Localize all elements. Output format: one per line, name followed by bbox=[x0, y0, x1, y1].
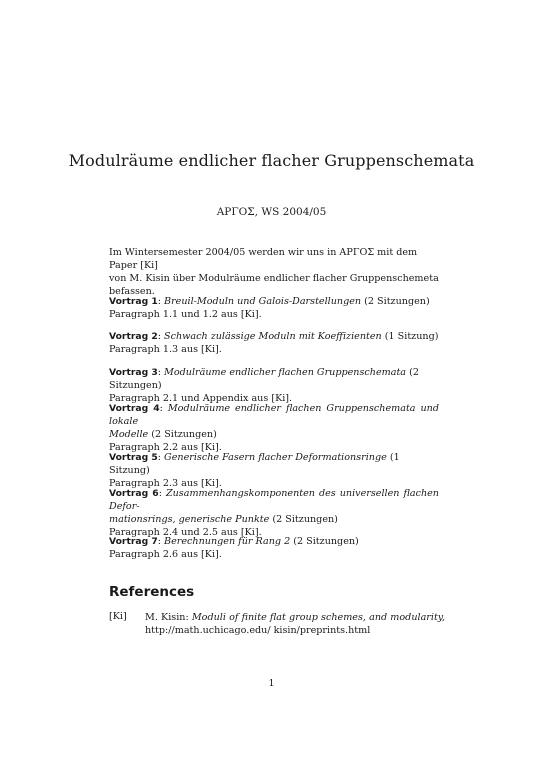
talk-title: Modulräume endlicher flachen Gruppenschemata und lokale bbox=[109, 403, 439, 427]
references-heading: References bbox=[109, 584, 195, 600]
reference-key: [Ki] bbox=[109, 611, 127, 622]
talk-label: Vortrag 4 bbox=[109, 403, 160, 414]
talk-title: Generische Fasern flacher Deformationsringe bbox=[164, 452, 387, 463]
talk-paragraph: Paragraph 2.3 aus [Ki]. bbox=[109, 478, 222, 489]
talk-item: Vortrag 7: Berechnungen für Rang 2 (2 Sitzungen) Paragraph 2.6 aus [Ki]. bbox=[109, 535, 439, 561]
talk-sessions: (1 Sitzung) bbox=[109, 452, 400, 476]
talk-item: Vortrag 5: Generische Fasern flacher Deformationsringe (1 Sitzung) Paragraph 2.3 aus [Ki]. bbox=[109, 451, 439, 490]
talk-item: Vortrag 4: Modulräume endlicher flachen Gruppenschemata und lokale Modelle (2 Sitzungen) Paragraph 2.2 aus [Ki]. bbox=[109, 403, 439, 453]
talk-item: Vortrag 2: Schwach zulässige Moduln mit Koeffizienten (1 Sitzung) Paragraph 1.3 aus [Ki]. bbox=[109, 331, 439, 355]
intro-line: von M. Kisin über Modulräume endlicher flacher Gruppenschemeta befassen. bbox=[109, 273, 439, 297]
page-number: 1 bbox=[268, 678, 275, 689]
intro-line: Im Wintersemester 2004/05 werden wir uns in ΑΡΓΟΣ mit dem Paper [Ki] bbox=[109, 247, 418, 271]
page-subtitle: ΑΡΓΟΣ, WS 2004/05 bbox=[216, 206, 327, 218]
reference-entry bbox=[145, 611, 445, 637]
talk-label: Vortrag 5 bbox=[109, 452, 158, 463]
talk-item: Vortrag 1: Breuil-Moduln und Galois-Darstellungen (2 Sitzungen) Paragraph 1.1 und 1.2 aus [Ki]. bbox=[109, 295, 439, 321]
talk-sessions: (2 Sitzungen) bbox=[151, 429, 217, 440]
talk-paragraph: Paragraph 2.6 aus [Ki]. bbox=[109, 549, 222, 560]
talk-title-continued: Modelle bbox=[109, 429, 149, 440]
talk-sessions: (2 Sitzungen) bbox=[272, 514, 338, 525]
talk-label: Vortrag 6 bbox=[109, 488, 159, 499]
talk-label: Vortrag 2 bbox=[109, 331, 158, 342]
reference-title: Moduli of finite flat group schemes, and modularity, bbox=[191, 612, 445, 623]
talk-title: Berechnungen für Rang 2 bbox=[164, 536, 291, 547]
talk-sessions: (2 Sitzungen) bbox=[109, 367, 419, 391]
talk-item: Vortrag 3: Modulräume endlicher flachen Gruppenschemata (2 Sitzungen) Paragraph 2.1 und Appendix aus [Ki]. bbox=[109, 366, 439, 405]
talk-sessions: (2 Sitzungen) bbox=[364, 296, 430, 307]
reference-author: M. Kisin: bbox=[145, 612, 189, 623]
talk-title: Modulräume endlicher flachen Gruppenschemata bbox=[164, 367, 407, 378]
talk-item: Vortrag 6: Zusammenhangskomponenten des universellen flachen Defor- mationsrings, generische Punkte (2 Sitzungen) Paragraph 2.4 und 2.5 aus [Ki]. bbox=[109, 488, 439, 538]
talk-title-continued: mationsrings, generische Punkte bbox=[109, 514, 270, 525]
talk-paragraph: Paragraph 2.1 und Appendix aus [Ki]. bbox=[109, 393, 293, 404]
talk-paragraph: Paragraph 1.3 aus [Ki]. bbox=[109, 344, 222, 355]
talk-paragraph: Paragraph 1.1 und 1.2 aus [Ki]. bbox=[109, 309, 262, 320]
talk-label: Vortrag 1 bbox=[109, 296, 158, 307]
page-title: Modulräume endlicher flacher Gruppenschemata bbox=[68, 151, 475, 170]
talk-title: Schwach zulässige Moduln mit Koeffizienten bbox=[164, 331, 382, 342]
talk-title: Breuil-Moduln und Galois-Darstellungen bbox=[164, 296, 362, 307]
talk-sessions: (2 Sitzungen) bbox=[293, 536, 359, 547]
talk-title: Zusammenhangskomponenten des universellen flachen Defor- bbox=[109, 488, 439, 512]
talk-paragraph: Paragraph 2.4 und 2.5 aus [Ki]. bbox=[109, 527, 262, 538]
talk-label: Vortrag 7 bbox=[109, 536, 158, 547]
talk-sessions: (1 Sitzung) bbox=[384, 331, 439, 342]
talk-paragraph: Paragraph 2.2 aus [Ki]. bbox=[109, 442, 222, 453]
intro-paragraph bbox=[109, 246, 439, 298]
talk-label: Vortrag 3 bbox=[109, 367, 158, 378]
reference-url[interactable]: http://math.uchicago.edu/ kisin/preprints.html bbox=[145, 625, 371, 636]
